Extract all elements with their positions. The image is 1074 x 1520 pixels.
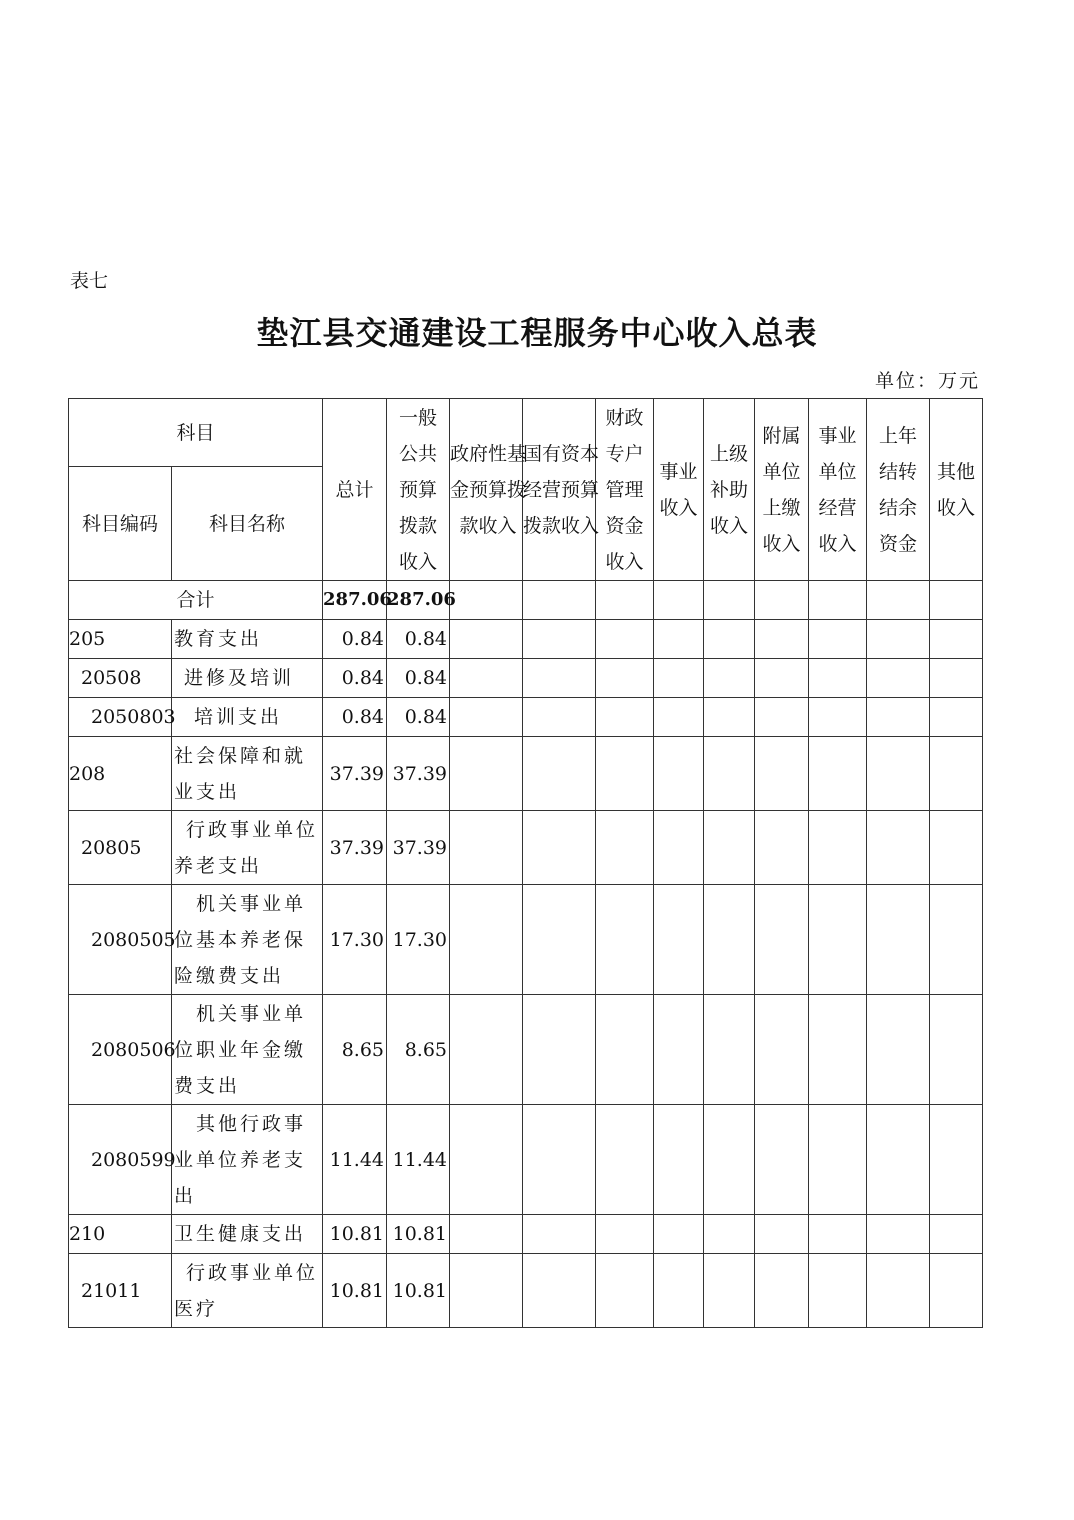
- subject-name: 进修及培训: [172, 659, 323, 698]
- subject-name: 卫生健康支出: [172, 1215, 323, 1254]
- row-general-budget: 0.84: [387, 698, 450, 737]
- total-sum: 287.06: [323, 581, 387, 620]
- row-general-budget: 37.39: [387, 737, 450, 811]
- subject-name: 社会保障和就业支出: [172, 737, 323, 811]
- total-row: [69, 581, 983, 620]
- unit-label: 单位：万元: [874, 370, 980, 392]
- header-other-income: 其他收入: [930, 399, 983, 581]
- subject-code: 208: [69, 737, 172, 811]
- subject-name: 行政事业单位养老支出: [172, 811, 323, 885]
- income-summary-table: [68, 398, 983, 1328]
- subject-code: 2050803: [69, 698, 172, 737]
- table-row: [69, 659, 983, 698]
- header-special-fund: 财政专户管理资金收入: [596, 399, 654, 581]
- table-row: [69, 885, 983, 995]
- total-label: 合计: [69, 581, 323, 620]
- row-total: 8.65: [323, 995, 387, 1105]
- subject-name: 其他行政事业单位养老支出: [172, 1105, 323, 1215]
- header-general-budget: 一般公共预算拨款收入: [387, 399, 450, 581]
- subject-name: 机关事业单位职业年金缴费支出: [172, 995, 323, 1105]
- table-row: [69, 811, 983, 885]
- header-gov-fund: 政府性基金预算拨款收入: [450, 399, 523, 581]
- table-row: [69, 995, 983, 1105]
- row-total: 0.84: [323, 698, 387, 737]
- subject-name: 教育支出: [172, 620, 323, 659]
- row-general-budget: 8.65: [387, 995, 450, 1105]
- row-total: 37.39: [323, 811, 387, 885]
- table-number-label: 表七: [70, 270, 109, 292]
- table-row: [69, 1215, 983, 1254]
- header-business-income: 事业收入: [654, 399, 704, 581]
- table-row: [69, 698, 983, 737]
- table-row: [69, 737, 983, 811]
- subject-code: 205: [69, 620, 172, 659]
- row-total: 37.39: [323, 737, 387, 811]
- row-total: 0.84: [323, 659, 387, 698]
- header-subject: 科目: [69, 399, 323, 467]
- header-subject-name: 科目名称: [172, 467, 323, 581]
- subject-code: 210: [69, 1215, 172, 1254]
- table-row: [69, 620, 983, 659]
- row-general-budget: 0.84: [387, 620, 450, 659]
- header-state-capital: 国有资本经营预算拨款收入: [523, 399, 596, 581]
- subject-code: 2080599: [69, 1105, 172, 1215]
- subject-name: 培训支出: [172, 698, 323, 737]
- table-row: [69, 1254, 983, 1328]
- total-general-budget: 287.06: [387, 581, 450, 620]
- row-general-budget: 37.39: [387, 811, 450, 885]
- row-total: 10.81: [323, 1215, 387, 1254]
- subject-code: 2080506: [69, 995, 172, 1105]
- page-title: 垫江县交通建设工程服务中心收入总表: [256, 314, 818, 352]
- subject-code: 21011: [69, 1254, 172, 1328]
- row-total: 11.44: [323, 1105, 387, 1215]
- subject-code: 20508: [69, 659, 172, 698]
- subject-name: 机关事业单位基本养老保险缴费支出: [172, 885, 323, 995]
- header-total: 总计: [323, 399, 387, 581]
- row-general-budget: 11.44: [387, 1105, 450, 1215]
- subject-name: 行政事业单位医疗: [172, 1254, 323, 1328]
- header-subject-code: 科目编码: [69, 467, 172, 581]
- row-general-budget: 10.81: [387, 1215, 450, 1254]
- row-total: 17.30: [323, 885, 387, 995]
- subject-code: 2080505: [69, 885, 172, 995]
- row-general-budget: 17.30: [387, 885, 450, 995]
- header-affiliated-payment: 附属单位上缴收入: [755, 399, 809, 581]
- row-total: 0.84: [323, 620, 387, 659]
- header-carryover: 上年结转结余资金: [867, 399, 930, 581]
- row-general-budget: 0.84: [387, 659, 450, 698]
- row-general-budget: 10.81: [387, 1254, 450, 1328]
- header-operating-income: 事业单位经营收入: [809, 399, 867, 581]
- subject-code: 20805: [69, 811, 172, 885]
- row-total: 10.81: [323, 1254, 387, 1328]
- table-row: [69, 1105, 983, 1215]
- header-superior-subsidy: 上级补助收入: [704, 399, 755, 581]
